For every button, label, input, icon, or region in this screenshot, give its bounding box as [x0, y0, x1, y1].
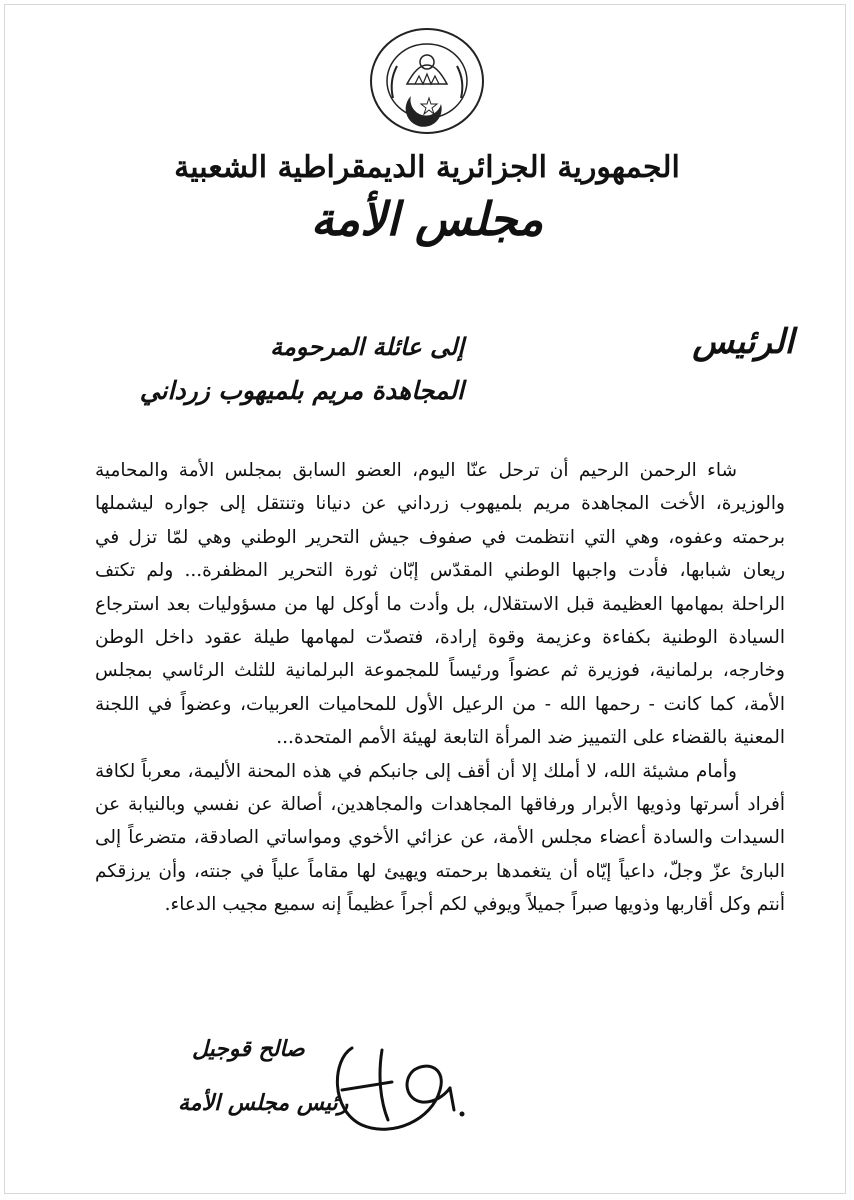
- body-paragraph-2: وأمام مشيئة الله، لا أملك إلا أن أقف إلى جانبكم في هذه المحنة الأليمة، معرباً لكافة أفراد أسرتها وذويها الأبرار ورفاقها المجاهدات والمجاهدين، أصالة عن نفسي وبالنيابة عن السيدات والسادة أعضاء مجلس الأمة، عن عزائي الأخوي ومواساتي الصادقة، متضرعاً إلى البارئ عزّ وجلّ، داعياً إيّاه أن يتغمدها برحمته ويهيئ لها مقاماً علياً في جنته، وأن يرزقكم أنتم وكل أقاربها وذويها صبراً جميلاً ويوفي لكم أجراً عظيماً إنه سميع مجيب الدعاء.: [95, 760, 785, 916]
- signatory-title: رئيس مجلس الأمة: [178, 1090, 349, 1116]
- state-seal-icon: [367, 26, 487, 136]
- recipient-line-2: المجاهدة مريم بلميهوب زرداني: [139, 376, 464, 405]
- council-heading: مجلس الأمة: [310, 192, 544, 246]
- recipient-line-1: إلى عائلة المرحومة: [270, 332, 464, 361]
- body-paragraph-1: شاء الرحمن الرحيم أن ترحل عنّا اليوم، العضو السابق بمجلس الأمة والمحامية والوزيرة، الأخت المجاهدة مريم بلميهوب زرداني عن دنيانا وتنتقل إلى جواره ليشملها برحمته وعفوه، وهي التي انتظمت في صفوف جيش التحرير الوطني وهي لمّا تزل في ريعان شبابها، فأدت واجبها الوطني المقدّس إبّان ثورة التحرير المظفرة... ولم تكتف الراحلة بمهامها العظيمة قبل الاستقلال، بل وأدت ما أوكل لها من مسؤوليات بعد استرجاع السيادة الوطنية بكفاءة وعزيمة وقوة إرادة، فتصدّت لمهامها طيلة عقود داخل الوطن وخارجه، برلمانية، فوزيرة ثم عضواً ورئيساً للمجموعة البرلمانية للثلث الرئاسي بمجلس الأمة، كما كانت - رحمها الله - من الرعيل الأول للمحاميات العربيات، وعضواً في اللجنة المعنية بالقضاء على التمييز ضد المرأة التابعة لهيئة الأمم المتحدة...: [95, 460, 785, 749]
- letter-body: [95, 454, 785, 922]
- president-label: الرئيس: [692, 322, 794, 362]
- republic-heading: الجمهورية الجزائرية الديمقراطية الشعبية: [174, 150, 680, 185]
- signatory-name: صالح قوجيل: [192, 1036, 305, 1062]
- handwritten-signature-icon: [322, 1030, 472, 1140]
